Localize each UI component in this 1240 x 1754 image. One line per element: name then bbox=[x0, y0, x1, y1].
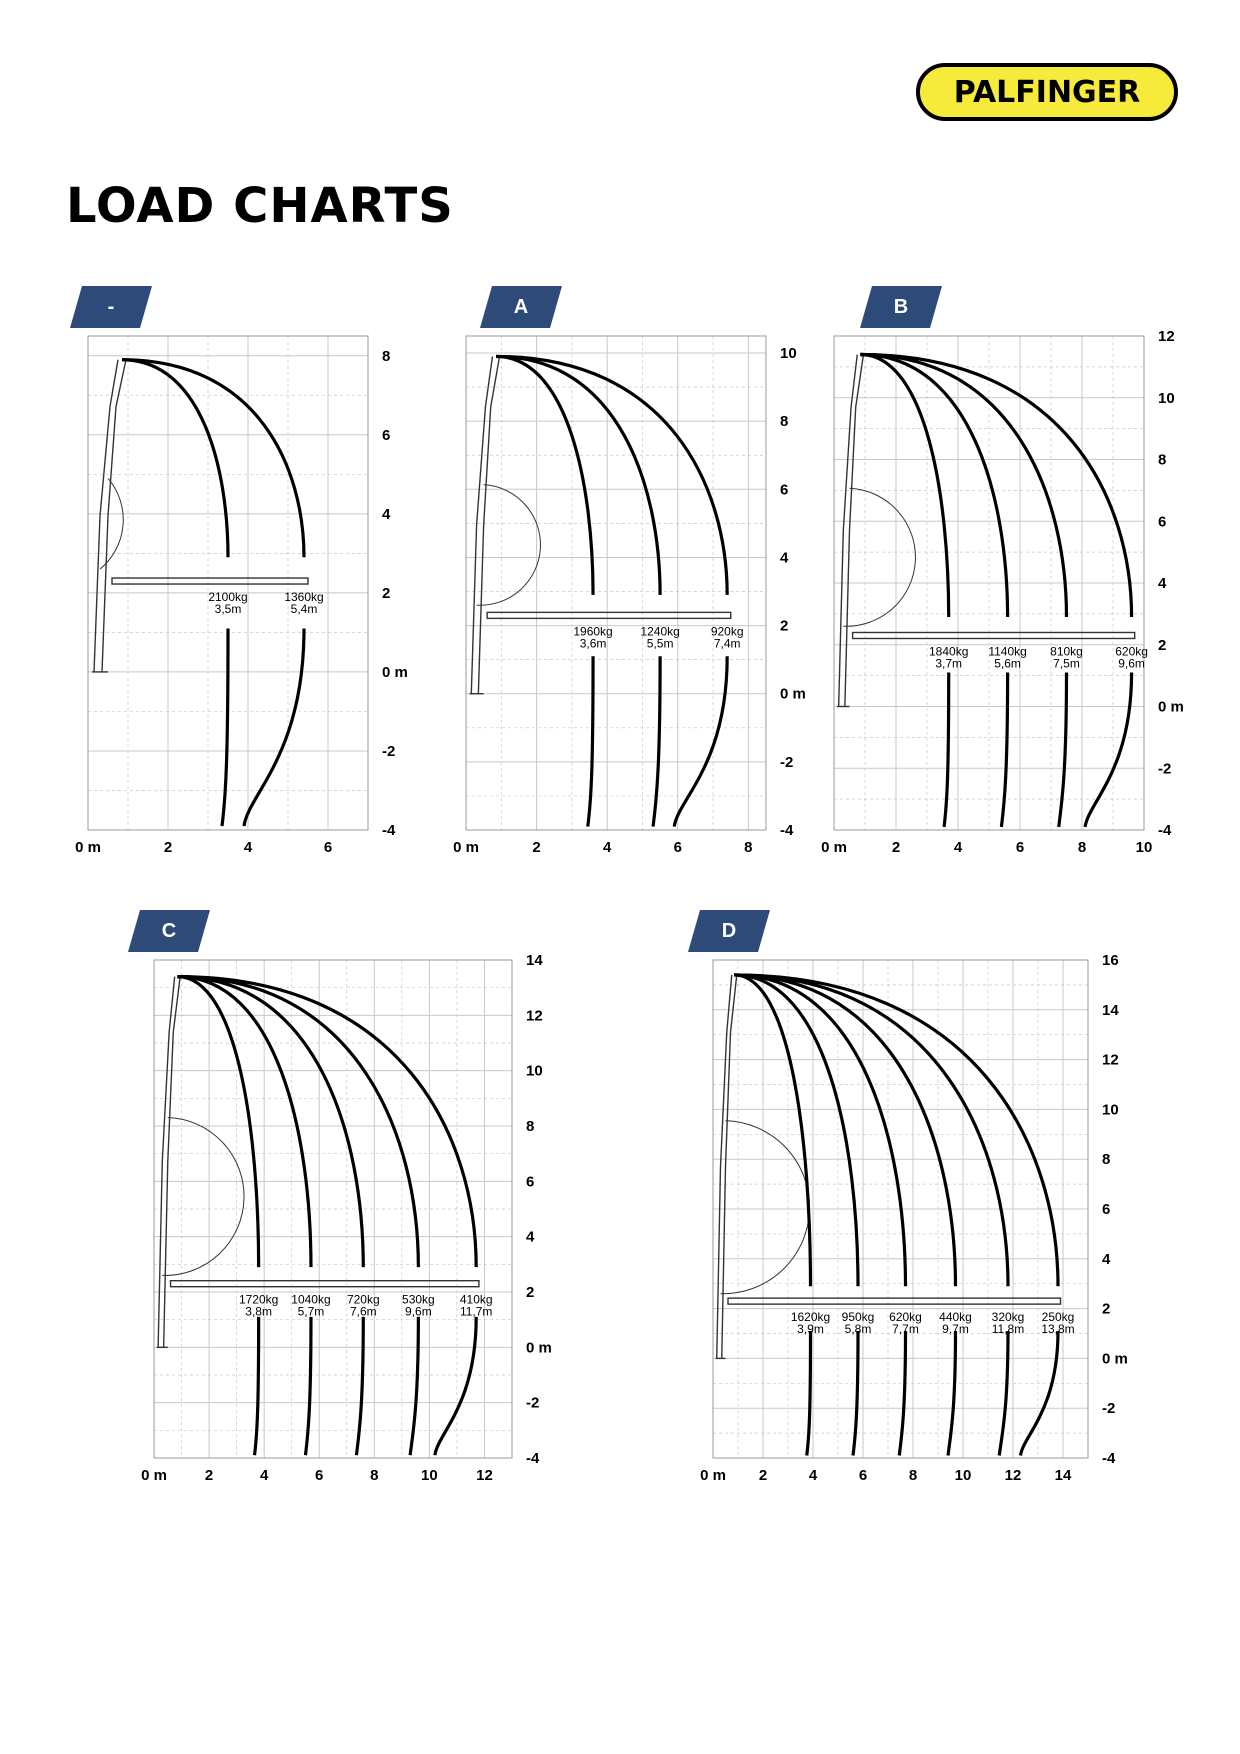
reach-label: 9,6m bbox=[1118, 656, 1145, 671]
y-tick-label: 0 m bbox=[1102, 1350, 1128, 1368]
load-label: 620kg bbox=[1115, 644, 1148, 659]
x-tick-label: 6 bbox=[1015, 839, 1025, 856]
y-tick-label: -2 bbox=[780, 753, 794, 771]
load-curve bbox=[860, 355, 1007, 827]
load-label: 440kg bbox=[939, 1310, 972, 1325]
load-curve bbox=[177, 977, 258, 1456]
y-tick-label: -2 bbox=[1102, 1400, 1116, 1418]
x-tick-label: 6 bbox=[673, 839, 682, 856]
x-tick-label: 2 bbox=[204, 1467, 214, 1484]
y-tick-label: 12 bbox=[526, 1007, 543, 1025]
crane-column bbox=[478, 356, 499, 693]
load-label: 1240kg bbox=[640, 624, 680, 639]
y-tick-label: 10 bbox=[526, 1062, 543, 1080]
reach-label: 7,4m bbox=[713, 636, 741, 651]
crane-column bbox=[94, 360, 118, 672]
crane-sketch bbox=[92, 360, 308, 672]
crane-column bbox=[722, 975, 737, 1358]
load-label: 720kg bbox=[346, 1292, 380, 1307]
chart-tab-label: A bbox=[513, 296, 529, 318]
load-label: 250kg bbox=[1041, 1310, 1075, 1325]
load-chart-0 bbox=[75, 336, 408, 856]
y-tick-label: 2 bbox=[1158, 636, 1167, 654]
y-tick-label: 10 bbox=[1102, 1101, 1119, 1119]
x-tick-label: 8 bbox=[908, 1467, 918, 1484]
y-tick-label: 8 bbox=[526, 1118, 535, 1135]
x-tick-label: 8 bbox=[1077, 839, 1087, 856]
reach-label: 7,6m bbox=[349, 1304, 377, 1319]
crane-column bbox=[839, 355, 858, 707]
load-label: 1360kg bbox=[284, 590, 324, 605]
y-tick-label: -4 bbox=[382, 822, 396, 839]
x-tick-label: 10 bbox=[421, 1467, 438, 1484]
y-tick-label: 4 bbox=[780, 549, 789, 567]
load-label: 1620kg bbox=[790, 1310, 831, 1325]
reach-label: 5,7m bbox=[297, 1304, 325, 1319]
load-curve bbox=[860, 355, 1131, 827]
x-tick-label: 4 bbox=[953, 839, 963, 856]
reach-label: 5,6m bbox=[994, 656, 1021, 671]
x-tick-label: 14 bbox=[1054, 1467, 1072, 1484]
reach-label: 3,8m bbox=[245, 1304, 272, 1319]
y-tick-label: 8 bbox=[780, 413, 789, 431]
y-tick-label: 8 bbox=[382, 347, 391, 365]
y-tick-label: -4 bbox=[1102, 1450, 1116, 1467]
y-tick-label: -4 bbox=[526, 1450, 540, 1467]
y-tick-label: 2 bbox=[1102, 1300, 1111, 1318]
x-tick-label: 12 bbox=[1004, 1467, 1022, 1484]
y-tick-label: -2 bbox=[382, 742, 396, 760]
crane-column bbox=[471, 356, 492, 693]
crane-column bbox=[845, 355, 864, 707]
y-tick-label: 0 m bbox=[780, 685, 806, 703]
x-tick-label: 4 bbox=[603, 839, 612, 856]
crane-column bbox=[717, 975, 732, 1358]
load-label: 1040kg bbox=[291, 1292, 331, 1307]
reach-label: 3,7m bbox=[935, 656, 963, 671]
x-tick-label: 6 bbox=[315, 1467, 324, 1484]
x-tick-label: 2 bbox=[163, 839, 173, 856]
y-tick-label: 6 bbox=[382, 426, 391, 444]
y-tick-label: 6 bbox=[1158, 513, 1167, 531]
y-tick-label: -2 bbox=[1158, 760, 1172, 778]
slewing-arc bbox=[100, 478, 123, 569]
slewing-arc bbox=[477, 485, 541, 606]
y-tick-label: 6 bbox=[526, 1173, 535, 1191]
load-label: 920kg bbox=[710, 624, 744, 639]
reach-label: 9,7m bbox=[942, 1322, 969, 1337]
x-tick-label: 0 m bbox=[700, 1467, 726, 1484]
load-label: 2100kg bbox=[208, 590, 248, 605]
y-tick-label: 0 m bbox=[1158, 698, 1184, 716]
chart-grid bbox=[834, 336, 1144, 830]
load-label: 810kg bbox=[1050, 644, 1083, 659]
reach-label: 13,8m bbox=[1041, 1322, 1075, 1337]
x-tick-label: 4 bbox=[808, 1467, 818, 1484]
y-tick-label: 8 bbox=[1158, 451, 1167, 469]
y-tick-label: 12 bbox=[1158, 328, 1175, 345]
load-chart-1 bbox=[453, 336, 806, 856]
x-tick-label: 6 bbox=[323, 839, 333, 856]
y-tick-label: 10 bbox=[1158, 389, 1175, 407]
x-tick-label: 2 bbox=[891, 839, 901, 856]
x-tick-label: 10 bbox=[1135, 839, 1153, 856]
y-tick-label: 8 bbox=[1102, 1151, 1111, 1169]
y-tick-label: 14 bbox=[1102, 1001, 1119, 1019]
load-label: 1140kg bbox=[988, 644, 1027, 659]
reach-label: 9,6m bbox=[405, 1304, 432, 1319]
y-tick-label: 4 bbox=[526, 1228, 535, 1246]
crane-boom bbox=[171, 1281, 479, 1287]
y-tick-label: 0 m bbox=[382, 663, 408, 681]
chart-grid bbox=[466, 336, 766, 830]
crane-sketch bbox=[837, 355, 1135, 707]
y-tick-label: -4 bbox=[780, 822, 794, 839]
load-chart-2 bbox=[821, 328, 1184, 856]
reach-label: 7,7m bbox=[892, 1322, 919, 1337]
plot-frame bbox=[466, 336, 766, 830]
y-tick-label: 0 m bbox=[526, 1339, 552, 1357]
x-tick-label: 0 m bbox=[75, 839, 101, 856]
x-tick-label: 8 bbox=[370, 1467, 379, 1484]
reach-label: 3,5m bbox=[214, 602, 242, 617]
crane-boom bbox=[112, 578, 308, 584]
load-curve bbox=[860, 355, 1066, 827]
x-tick-label: 0 m bbox=[453, 839, 479, 856]
x-tick-label: 2 bbox=[758, 1467, 768, 1484]
logo-wordmark: PALFINGER bbox=[953, 75, 1141, 110]
y-tick-label: 4 bbox=[1102, 1250, 1111, 1268]
y-tick-label: 2 bbox=[382, 584, 391, 602]
y-tick-label: 2 bbox=[526, 1284, 535, 1301]
load-label: 320kg bbox=[991, 1310, 1025, 1325]
y-tick-label: 2 bbox=[780, 617, 789, 635]
load-curve bbox=[177, 977, 311, 1456]
reach-label: 3,9m bbox=[797, 1322, 824, 1337]
chart-tab-label: C bbox=[161, 920, 177, 942]
load-chart-4 bbox=[700, 952, 1128, 1484]
y-tick-label: 14 bbox=[526, 952, 543, 969]
chart-tab-label: B bbox=[893, 296, 909, 318]
load-label: 410kg bbox=[459, 1292, 493, 1307]
reach-label: 3,6m bbox=[579, 636, 607, 651]
reach-label: 5,8m bbox=[844, 1322, 872, 1337]
load-label: 1840kg bbox=[929, 644, 969, 659]
chart-tab-label: D bbox=[721, 920, 737, 942]
load-curve bbox=[860, 355, 948, 827]
y-tick-label: -2 bbox=[526, 1394, 540, 1412]
x-tick-label: 6 bbox=[858, 1467, 868, 1484]
y-tick-label: 12 bbox=[1102, 1051, 1119, 1069]
load-label: 1960kg bbox=[573, 624, 613, 639]
crane-column bbox=[102, 360, 126, 672]
y-tick-label: 6 bbox=[1102, 1201, 1111, 1218]
x-tick-label: 10 bbox=[954, 1467, 972, 1484]
crane-boom bbox=[728, 1298, 1061, 1304]
x-tick-label: 4 bbox=[243, 839, 253, 856]
y-tick-label: 16 bbox=[1102, 952, 1119, 969]
crane-boom bbox=[487, 612, 731, 618]
crane-boom bbox=[853, 632, 1135, 638]
page-title: LOAD CHARTS bbox=[66, 178, 454, 234]
reach-label: 11,8m bbox=[991, 1322, 1025, 1337]
y-tick-label: 4 bbox=[1158, 575, 1167, 592]
load-curve bbox=[177, 977, 418, 1456]
x-tick-label: 0 m bbox=[821, 839, 847, 856]
reach-label: 11,7m bbox=[459, 1304, 493, 1319]
load-curve bbox=[177, 977, 476, 1456]
slewing-arc bbox=[162, 1117, 244, 1275]
chart-tab-label: - bbox=[107, 296, 115, 318]
load-label: 1720kg bbox=[238, 1292, 279, 1307]
load-label: 950kg bbox=[841, 1310, 875, 1325]
load-chart-3 bbox=[141, 952, 552, 1484]
reach-label: 5,4m bbox=[290, 602, 318, 617]
x-tick-label: 2 bbox=[532, 839, 541, 856]
y-tick-label: 10 bbox=[780, 345, 797, 363]
y-tick-label: 6 bbox=[780, 481, 789, 499]
x-tick-label: 0 m bbox=[141, 1467, 167, 1484]
y-tick-label: 4 bbox=[382, 505, 391, 523]
x-tick-label: 12 bbox=[476, 1467, 493, 1484]
load-label: 620kg bbox=[889, 1310, 922, 1325]
reach-label: 5,5m bbox=[646, 636, 674, 651]
y-tick-label: -4 bbox=[1158, 822, 1172, 839]
x-tick-label: 4 bbox=[259, 1467, 269, 1484]
slewing-arc bbox=[721, 1121, 810, 1294]
x-tick-label: 8 bbox=[744, 839, 753, 856]
load-label: 530kg bbox=[402, 1292, 435, 1307]
slewing-arc bbox=[843, 488, 915, 626]
reach-label: 7,5m bbox=[1053, 656, 1080, 671]
